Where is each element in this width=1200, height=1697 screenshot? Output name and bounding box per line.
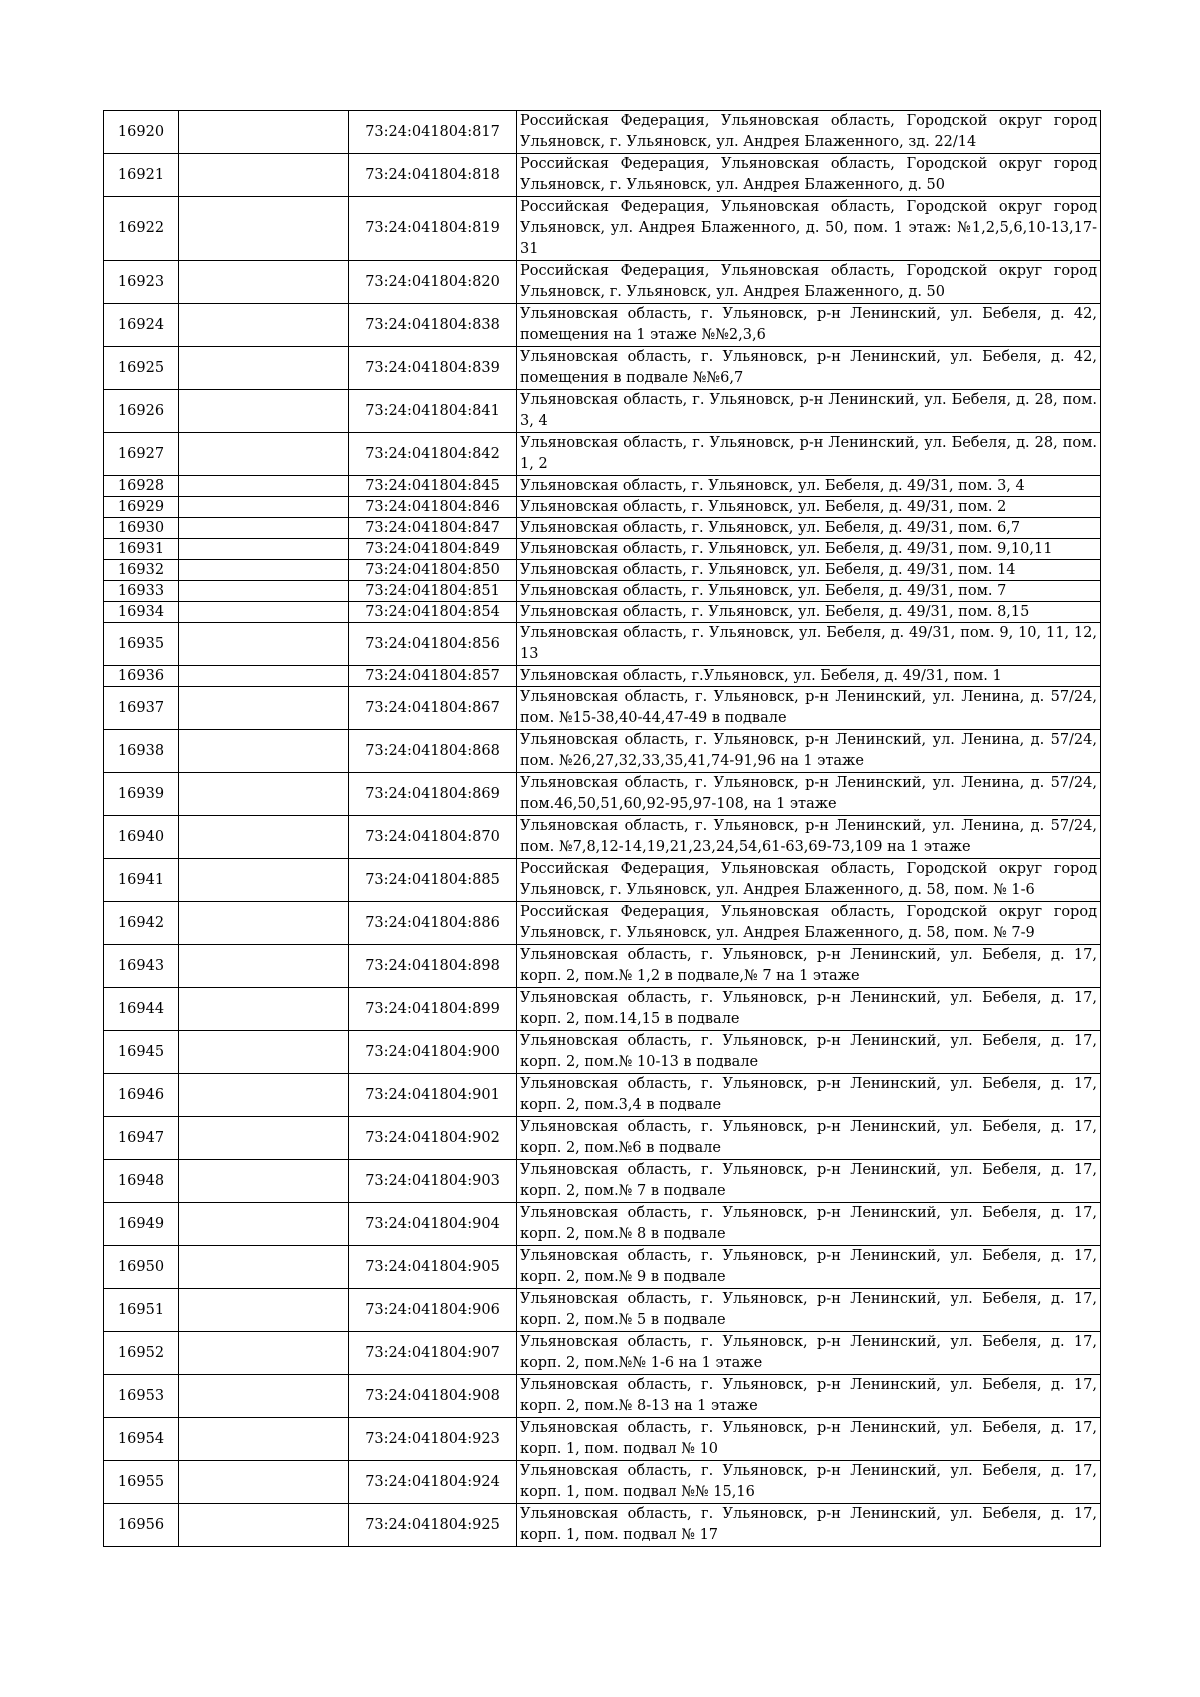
empty-cell: [179, 902, 349, 945]
property-table-body: [104, 111, 1101, 1547]
row-number: 16924: [104, 304, 179, 347]
address: Ульяновская область, г. Ульяновск, ул. Бебеля, д. 49/31, пом. 2: [517, 497, 1101, 518]
empty-cell: [179, 347, 349, 390]
address: Ульяновская область, г. Ульяновск, р-н Ленинский, ул. Ленина, д. 57/24, пом. №7,8,12-14,19,21,23,24,54,61-63,69-73,109 на 1 этаже: [517, 816, 1101, 859]
table-row: [104, 1117, 1101, 1160]
row-number: 16953: [104, 1375, 179, 1418]
empty-cell: [179, 197, 349, 261]
table-row: [104, 623, 1101, 666]
table-row: [104, 1160, 1101, 1203]
empty-cell: [179, 518, 349, 539]
table-row: [104, 1332, 1101, 1375]
empty-cell: [179, 687, 349, 730]
empty-cell: [179, 476, 349, 497]
address: Ульяновская область, г. Ульяновск, р-н Ленинский, ул. Бебеля, д. 17, корп. 2, пом.№ 8-13 на 1 этаже: [517, 1375, 1101, 1418]
address: Ульяновская область, г. Ульяновск, р-н Ленинский, ул. Бебеля, д. 17, корп. 2, пом.3,4 в подвале: [517, 1074, 1101, 1117]
empty-cell: [179, 581, 349, 602]
address: Ульяновская область, г.Ульяновск, ул. Бебеля, д. 49/31, пом. 1: [517, 666, 1101, 687]
row-number: 16952: [104, 1332, 179, 1375]
row-number: 16943: [104, 945, 179, 988]
empty-cell: [179, 261, 349, 304]
address: Ульяновская область, г. Ульяновск, р-н Ленинский, ул. Бебеля, д. 17, корп. 2, пом.14,15 в подвале: [517, 988, 1101, 1031]
empty-cell: [179, 859, 349, 902]
table-row: [104, 730, 1101, 773]
empty-cell: [179, 1461, 349, 1504]
row-number: 16922: [104, 197, 179, 261]
row-number: 16955: [104, 1461, 179, 1504]
address: Российская Федерация, Ульяновская область, Городской округ город Ульяновск, г. Ульяновск, ул. Андрея Блаженного, д. 58, пом. № 1-6: [517, 859, 1101, 902]
address: Российская Федерация, Ульяновская область, Городской округ город Ульяновск, г. Ульяновск, ул. Андрея Блаженного, зд. 22/14: [517, 111, 1101, 154]
table-row: [104, 539, 1101, 560]
empty-cell: [179, 390, 349, 433]
row-number: 16928: [104, 476, 179, 497]
row-number: 16929: [104, 497, 179, 518]
table-row: [104, 1418, 1101, 1461]
cadastral-number: 73:24:041804:850: [349, 560, 517, 581]
table-row: [104, 497, 1101, 518]
address: Ульяновская область, г. Ульяновск, р-н Ленинский, ул. Бебеля, д. 42, помещения в подвале №№6,7: [517, 347, 1101, 390]
empty-cell: [179, 1160, 349, 1203]
cadastral-number: 73:24:041804:839: [349, 347, 517, 390]
empty-cell: [179, 1418, 349, 1461]
empty-cell: [179, 1289, 349, 1332]
address: Ульяновская область, г. Ульяновск, р-н Ленинский, ул. Бебеля, д. 17, корп. 2, пом.№№ 1-6 на 1 этаже: [517, 1332, 1101, 1375]
cadastral-number: 73:24:041804:902: [349, 1117, 517, 1160]
table-row: [104, 859, 1101, 902]
empty-cell: [179, 1246, 349, 1289]
cadastral-number: 73:24:041804:818: [349, 154, 517, 197]
address: Ульяновская область, г. Ульяновск, р-н Ленинский, ул. Бебеля, д. 28, пом. 3, 4: [517, 390, 1101, 433]
table-row: [104, 1031, 1101, 1074]
table-row: [104, 518, 1101, 539]
empty-cell: [179, 433, 349, 476]
row-number: 16926: [104, 390, 179, 433]
address: Ульяновская область, г. Ульяновск, р-н Ленинский, ул. Бебеля, д. 17, корп. 2, пом.№ 7 в подвале: [517, 1160, 1101, 1203]
empty-cell: [179, 602, 349, 623]
address: Ульяновская область, г. Ульяновск, р-н Ленинский, ул. Ленина, д. 57/24, пом. №26,27,32,33,35,41,74-91,96 на 1 этаже: [517, 730, 1101, 773]
address: Ульяновская область, г. Ульяновск, р-н Ленинский, ул. Бебеля, д. 17, корп. 1, пом. подвал № 10: [517, 1418, 1101, 1461]
table-row: [104, 261, 1101, 304]
cadastral-number: 73:24:041804:856: [349, 623, 517, 666]
row-number: 16954: [104, 1418, 179, 1461]
empty-cell: [179, 623, 349, 666]
cadastral-number: 73:24:041804:925: [349, 1504, 517, 1547]
cadastral-number: 73:24:041804:885: [349, 859, 517, 902]
cadastral-number: 73:24:041804:886: [349, 902, 517, 945]
empty-cell: [179, 1375, 349, 1418]
address: Ульяновская область, г. Ульяновск, р-н Ленинский, ул. Бебеля, д. 17, корп. 2, пом.№ 9 в подвале: [517, 1246, 1101, 1289]
address: Ульяновская область, г. Ульяновск, р-н Ленинский, ул. Бебеля, д. 17, корп. 2, пом.№ 5 в подвале: [517, 1289, 1101, 1332]
address: Ульяновская область, г. Ульяновск, ул. Бебеля, д. 49/31, пом. 6,7: [517, 518, 1101, 539]
row-number: 16948: [104, 1160, 179, 1203]
empty-cell: [179, 497, 349, 518]
empty-cell: [179, 1332, 349, 1375]
address: Ульяновская область, г. Ульяновск, ул. Бебеля, д. 49/31, пом. 9,10,11: [517, 539, 1101, 560]
cadastral-number: 73:24:041804:846: [349, 497, 517, 518]
cadastral-number: 73:24:041804:901: [349, 1074, 517, 1117]
table-row: [104, 560, 1101, 581]
row-number: 16934: [104, 602, 179, 623]
table-row: [104, 945, 1101, 988]
table-row: [104, 304, 1101, 347]
table-row: [104, 347, 1101, 390]
cadastral-number: 73:24:041804:869: [349, 773, 517, 816]
row-number: 16946: [104, 1074, 179, 1117]
table-row: [104, 197, 1101, 261]
address: Ульяновская область, г. Ульяновск, р-н Ленинский, ул. Бебеля, д. 17, корп. 2, пом.№ 8 в подвале: [517, 1203, 1101, 1246]
row-number: 16940: [104, 816, 179, 859]
address: Ульяновская область, г. Ульяновск, ул. Бебеля, д. 49/31, пом. 8,15: [517, 602, 1101, 623]
cadastral-number: 73:24:041804:899: [349, 988, 517, 1031]
row-number: 16956: [104, 1504, 179, 1547]
row-number: 16921: [104, 154, 179, 197]
cadastral-number: 73:24:041804:847: [349, 518, 517, 539]
address: Российская Федерация, Ульяновская область, Городской округ город Ульяновск, ул. Андрея Блаженного, д. 50, пом. 1 этаж: №1,2,5,6,10-13,17-31: [517, 197, 1101, 261]
cadastral-number: 73:24:041804:820: [349, 261, 517, 304]
cadastral-number: 73:24:041804:849: [349, 539, 517, 560]
empty-cell: [179, 773, 349, 816]
empty-cell: [179, 816, 349, 859]
empty-cell: [179, 1031, 349, 1074]
row-number: 16947: [104, 1117, 179, 1160]
empty-cell: [179, 1117, 349, 1160]
table-row: [104, 773, 1101, 816]
table-row: [104, 1375, 1101, 1418]
property-table: [103, 110, 1101, 1547]
empty-cell: [179, 304, 349, 347]
empty-cell: [179, 730, 349, 773]
cadastral-number: 73:24:041804:845: [349, 476, 517, 497]
table-row: [104, 988, 1101, 1031]
row-number: 16933: [104, 581, 179, 602]
empty-cell: [179, 154, 349, 197]
cadastral-number: 73:24:041804:923: [349, 1418, 517, 1461]
row-number: 16930: [104, 518, 179, 539]
row-number: 16931: [104, 539, 179, 560]
table-row: [104, 602, 1101, 623]
row-number: 16935: [104, 623, 179, 666]
address: Ульяновская область, г. Ульяновск, р-н Ленинский, ул. Бебеля, д. 17, корп. 1, пом. подвал № 17: [517, 1504, 1101, 1547]
table-row: [104, 154, 1101, 197]
cadastral-number: 73:24:041804:907: [349, 1332, 517, 1375]
row-number: 16920: [104, 111, 179, 154]
address: Ульяновская область, г. Ульяновск, ул. Бебеля, д. 49/31, пом. 14: [517, 560, 1101, 581]
cadastral-number: 73:24:041804:900: [349, 1031, 517, 1074]
table-row: [104, 1203, 1101, 1246]
cadastral-number: 73:24:041804:906: [349, 1289, 517, 1332]
row-number: 16939: [104, 773, 179, 816]
table-row: [104, 581, 1101, 602]
address: Ульяновская область, г. Ульяновск, р-н Ленинский, ул. Бебеля, д. 42, помещения на 1 этаже №№2,3,6: [517, 304, 1101, 347]
table-row: [104, 111, 1101, 154]
empty-cell: [179, 1504, 349, 1547]
cadastral-number: 73:24:041804:898: [349, 945, 517, 988]
row-number: 16925: [104, 347, 179, 390]
table-row: [104, 666, 1101, 687]
row-number: 16938: [104, 730, 179, 773]
row-number: 16944: [104, 988, 179, 1031]
row-number: 16942: [104, 902, 179, 945]
empty-cell: [179, 1074, 349, 1117]
table-row: [104, 1289, 1101, 1332]
address: Ульяновская область, г. Ульяновск, р-н Ленинский, ул. Бебеля, д. 17, корп. 2, пом.№ 10-13 в подвале: [517, 1031, 1101, 1074]
row-number: 16945: [104, 1031, 179, 1074]
empty-cell: [179, 1203, 349, 1246]
cadastral-number: 73:24:041804:908: [349, 1375, 517, 1418]
cadastral-number: 73:24:041804:905: [349, 1246, 517, 1289]
cadastral-number: 73:24:041804:924: [349, 1461, 517, 1504]
table-row: [104, 1504, 1101, 1547]
address: Ульяновская область, г. Ульяновск, р-н Ленинский, ул. Бебеля, д. 17, корп. 2, пом.№ 1,2 в подвале,№ 7 на 1 этаже: [517, 945, 1101, 988]
row-number: 16927: [104, 433, 179, 476]
row-number: 16932: [104, 560, 179, 581]
address: Ульяновская область, г. Ульяновск, р-н Ленинский, ул. Ленина, д. 57/24, пом. №15-38,40-44,47-49 в подвале: [517, 687, 1101, 730]
address: Российская Федерация, Ульяновская область, Городской округ город Ульяновск, г. Ульяновск, ул. Андрея Блаженного, д. 58, пом. № 7-9: [517, 902, 1101, 945]
row-number: 16949: [104, 1203, 179, 1246]
cadastral-number: 73:24:041804:817: [349, 111, 517, 154]
cadastral-number: 73:24:041804:842: [349, 433, 517, 476]
cadastral-number: 73:24:041804:904: [349, 1203, 517, 1246]
address: Ульяновская область, г. Ульяновск, р-н Ленинский, ул. Бебеля, д. 28, пом. 1, 2: [517, 433, 1101, 476]
address: Ульяновская область, г. Ульяновск, р-н Ленинский, ул. Бебеля, д. 17, корп. 1, пом. подвал №№ 15,16: [517, 1461, 1101, 1504]
table-row: [104, 476, 1101, 497]
row-number: 16951: [104, 1289, 179, 1332]
cadastral-number: 73:24:041804:851: [349, 581, 517, 602]
cadastral-number: 73:24:041804:870: [349, 816, 517, 859]
table-row: [104, 1461, 1101, 1504]
row-number: 16937: [104, 687, 179, 730]
cadastral-number: 73:24:041804:903: [349, 1160, 517, 1203]
address: Российская Федерация, Ульяновская область, Городской округ город Ульяновск, г. Ульяновск, ул. Андрея Блаженного, д. 50: [517, 261, 1101, 304]
empty-cell: [179, 945, 349, 988]
table-row: [104, 1074, 1101, 1117]
address: Ульяновская область, г. Ульяновск, р-н Ленинский, ул. Ленина, д. 57/24, пом.46,50,51,60,92-95,97-108, на 1 этаже: [517, 773, 1101, 816]
empty-cell: [179, 988, 349, 1031]
cadastral-number: 73:24:041804:838: [349, 304, 517, 347]
address: Ульяновская область, г. Ульяновск, ул. Бебеля, д. 49/31, пом. 3, 4: [517, 476, 1101, 497]
row-number: 16923: [104, 261, 179, 304]
cadastral-number: 73:24:041804:868: [349, 730, 517, 773]
row-number: 16936: [104, 666, 179, 687]
cadastral-number: 73:24:041804:857: [349, 666, 517, 687]
address: Ульяновская область, г. Ульяновск, ул. Бебеля, д. 49/31, пом. 9, 10, 11, 12, 13: [517, 623, 1101, 666]
address: Ульяновская область, г. Ульяновск, р-н Ленинский, ул. Бебеля, д. 17, корп. 2, пом.№6 в подвале: [517, 1117, 1101, 1160]
empty-cell: [179, 539, 349, 560]
empty-cell: [179, 111, 349, 154]
address: Российская Федерация, Ульяновская область, Городской округ город Ульяновск, г. Ульяновск, ул. Андрея Блаженного, д. 50: [517, 154, 1101, 197]
table-row: [104, 390, 1101, 433]
cadastral-number: 73:24:041804:854: [349, 602, 517, 623]
address: Ульяновская область, г. Ульяновск, ул. Бебеля, д. 49/31, пом. 7: [517, 581, 1101, 602]
row-number: 16941: [104, 859, 179, 902]
empty-cell: [179, 560, 349, 581]
table-row: [104, 687, 1101, 730]
cadastral-number: 73:24:041804:867: [349, 687, 517, 730]
row-number: 16950: [104, 1246, 179, 1289]
cadastral-number: 73:24:041804:841: [349, 390, 517, 433]
cadastral-number: 73:24:041804:819: [349, 197, 517, 261]
table-row: [104, 433, 1101, 476]
table-row: [104, 902, 1101, 945]
table-row: [104, 816, 1101, 859]
empty-cell: [179, 666, 349, 687]
table-row: [104, 1246, 1101, 1289]
